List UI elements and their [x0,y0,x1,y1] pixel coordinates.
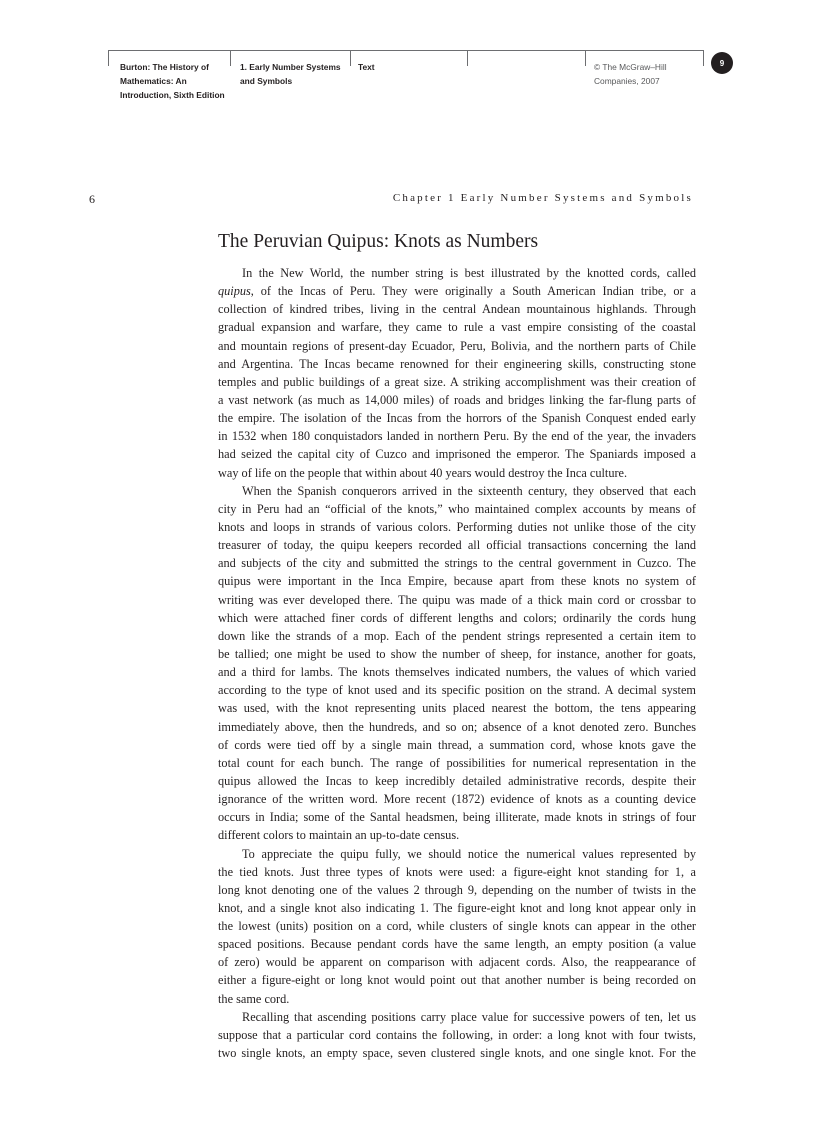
text-line: gradual expansion and warfare, they came to rule a vast empire consisting of the coastal [218,320,696,335]
text-line: of cords were tied off by a single main thread, a summation cord, whose knots gave the [218,737,696,752]
page-number-badge: 9 [711,52,733,74]
text-line: the same cord. [218,991,290,1006]
content-type: Text [358,62,375,72]
italic-term: quipus [218,284,251,299]
text-line: occurs in India; some of the Santal headsmen, being illiterate, made knots in strings of four [218,810,696,825]
text-line: long knot denoting one of the values 2 through 9, depending on the number of twists in the [218,882,696,897]
text-line: down like the strands of a mop. Each of the pendent strings represented a certain item to [218,628,696,643]
text-line: the lowest (units) position on a cord, while clusters of single knots can appear in the other [218,919,696,934]
text-line: and a third for lambs. The knots themselves indicated numbers, the values of which varied [218,665,696,680]
text-line: spaced positions. Because pendant cords have the same length, an empty position (a value [218,937,696,952]
text-line: and subjects of the city and submitted the strings to the central government in Cuzco. The [218,556,696,571]
text-line: be tallied; one might be used to show the number of sheep, for instance, another for goats, [218,646,696,661]
text-line: collection of kindred tribes, living in the central Andean mountainous highlands. Through [218,302,696,317]
header-divider [350,50,351,66]
book-title: Burton: The History of Mathematics: An Introduction, Sixth Edition [120,62,225,100]
text-line: treasurer of today, the quipu keepers recorded all official transactions concerning the land [218,538,696,553]
text-line: of zero) would be apparent on comparison with adjacent cords. Also, the reappearance of [218,955,696,970]
text-line: writing was ever developed there. The quipu was made of a thick main cord or crossbar to [218,592,696,607]
text-line: Recalling that ascending positions carry place value for successive powers of ten, let us [242,1009,696,1024]
text-line: the tied knots. Just three types of knots were used: a figure-eight knot standing for 1, a [218,864,696,879]
text-line: When the Spanish conquerors arrived in the sixteenth century, they observed that each [242,483,696,498]
text-line: had seized the capital city of Cuzco and imprisoned the emperor. The Spaniards imposed a [218,447,696,462]
text-line: knot, and a single knot also indicating 1. The figure-eight knot and long knot appear only in [218,900,696,915]
text-line: and Argentina. The Incas became renowned for their engineering skills, constructing stone [218,356,696,371]
text-line: according to the type of knot used and its specific position on the strand. A decimal system [218,683,696,698]
copyright: © The McGraw–Hill Companies, 2007 [594,62,667,86]
text-line: immediately above, then the hundreds, and so on; absence of a knot denoted zero. Bunches [218,719,696,734]
text-line: two single knots, an empty space, seven clustered single knots, and one single knot. For the [218,1046,696,1061]
text-line: different colors to maintain an up-to-date census. [218,828,460,843]
folio: 6 [89,192,95,206]
text-line: a vast network (as much as 14,000 miles) of roads and bridges linking the far-flung parts of [218,392,696,407]
header-divider [585,50,586,66]
text-line: way of life on the people that within about 40 years would destroy the Inca culture. [218,465,628,480]
publisher-header [0,0,816,120]
text-line: In the New World, the number string is best illustrated by the knotted cords, called [242,266,696,280]
text-line: was used, with the knot representing units placed nearest the bottom, the tens appearing [218,701,696,716]
text-line: knots and loops in strands of various colors. Performing duties not unlike those of the city [218,519,696,534]
header-divider [230,50,231,66]
text-line: quipus allowed the Incas to keep incredibly detailed administrative records, despite their [218,773,696,788]
header-divider [467,50,468,66]
text-line: and mountain regions of present-day Ecuador, Peru, Bolivia, and the northern parts of Chile [218,338,696,353]
text-line: total count for each bunch. The range of possibilities for numerical representation in the [218,755,696,770]
header-divider [108,50,109,66]
header-divider [703,50,704,66]
section-title: The Peruvian Quipus: Knots as Numbers [218,231,539,252]
text-line: To appreciate the quipu fully, we should notice the numerical values represented by [242,846,696,861]
running-head: Chapter 1 Early Number Systems and Symbols [392,192,693,204]
chapter-label: 1. Early Number Systems and Symbols [240,62,341,86]
text-line: temples and public buildings of a great size. A striking accomplishment was their creation of [218,374,696,389]
text-line: which were attached finer cords of different lengths and colors; ordinarily the cords hung [218,610,696,625]
text-line: the empire. The isolation of the Incas from the horrors of the Spanish Conquest ended early [218,411,696,426]
text-line: suppose that a particular cord contains the following, in order: a long knot with four twists, [218,1027,696,1042]
text-line: quipus were important in the Inca Empire, because apart from these knots no system of [218,574,696,589]
header-rule [108,50,704,51]
text-line: in 1532 when 180 conquistadors landed in northern Peru. By the end of the year, the invaders [218,429,696,444]
text-line: ignorance of the written word. More recent (1872) evidence of knots as a counting device [218,792,696,807]
text-line: either a figure-eight or long knot would point out that another number is being recorded on [218,973,696,988]
text-line: city in Peru had an “official of the knots,” who maintained complex accounts by means of [218,501,696,516]
body-text [218,264,696,1062]
text-line: quipus, of the Incas of Peru. They were originally a South American Indian tribe, or a [218,284,696,299]
